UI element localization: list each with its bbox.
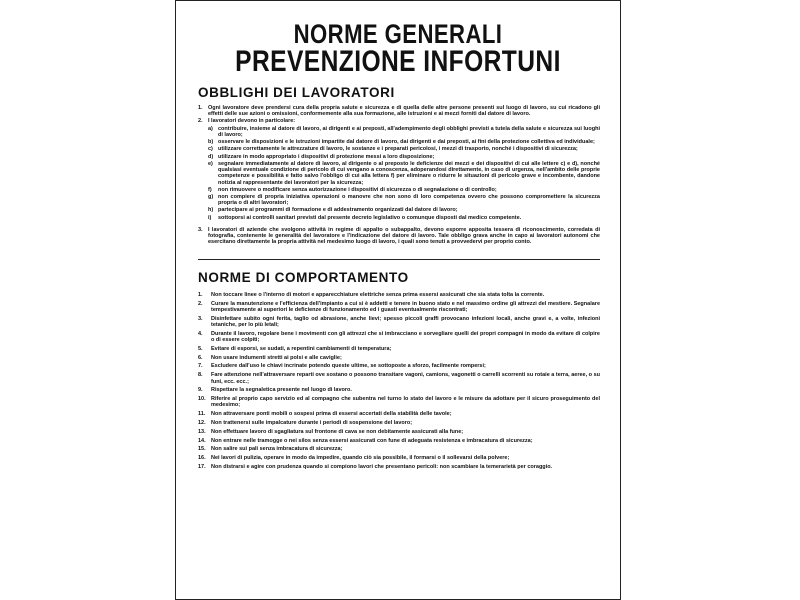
list-item bbox=[198, 355, 600, 361]
list-item bbox=[198, 396, 600, 409]
item-text: Curare la manutenzione e l'efficienza dell'impianto a cui si è addetti e tenere in buono stato e nel massimo ordine gli attrezzi del mestiere. Segnalare tempestivamente ai superiori le deficienze di funzionamento ed i guasti eventualmente riscontrati; bbox=[211, 300, 600, 313]
sub-item-text: osservare le disposizioni e le istruzioni impartite dal datore di lavoro, dai dirigenti e dai preposti, ai fini della protezione collettiva ed individuale; bbox=[218, 139, 595, 146]
sub-list-item bbox=[208, 126, 600, 139]
item-text: Evitare di esporsi, se sudati, a repentini cambiamenti di temperatura; bbox=[211, 345, 392, 352]
item-text: Escludere dall'uso le chiavi incrinate potendo queste ultime, se sottoposte a sforzo, facilmente rompersi; bbox=[211, 363, 486, 370]
item-number: 17. bbox=[198, 463, 206, 470]
item-number: 2. bbox=[198, 118, 203, 125]
sub-item-letter: h) bbox=[208, 207, 214, 214]
list-item bbox=[198, 446, 600, 452]
poster-title-line2: PREVENZIONE INFORTUNI bbox=[235, 45, 561, 78]
item-text: I lavoratori di aziende che svolgono attività in regime di appalto o subappalto, devono esporre apposita tessera di riconoscimento, corredata di fotografia, contenente le generalità del lavoratore e l'indicazione del datore di lavoro. Tale obbligo grava anche in capo ai lavoratori autonomi che esercitano direttamente la propria attività nel medesimo luogo di lavoro, i quali sono tenuti a provvedervi per proprio conto. bbox=[208, 226, 600, 246]
list-item bbox=[198, 420, 600, 426]
sub-list-item bbox=[208, 215, 600, 221]
list-item bbox=[198, 363, 600, 369]
sub-list-item bbox=[208, 139, 600, 145]
sub-list-item bbox=[208, 146, 600, 152]
item-number: 13. bbox=[198, 428, 206, 435]
item-text: Non toccare linee o l'interno di motori e apparecchiature elettriche senza prima essersi assicurati che sia stata tolta la corrente. bbox=[211, 291, 545, 298]
section-obblighi-body bbox=[198, 105, 600, 246]
sub-item-text: contribuire, insieme al datore di lavoro, ai dirigenti e ai preposti, all'adempimento degli obblighi previsti a tutela della salute e sicurezza sui luoghi di lavoro; bbox=[218, 125, 600, 138]
sub-item-text: utilizzare in modo appropriato i dispositivi di protezione messi a loro disposizione; bbox=[218, 153, 435, 160]
item-text: Disinfettare subito ogni ferita, taglio od abrasione, anche lievi; spesso piccoli graffi provocano infezioni locali, anche gravi e, a volte, infezioni tetaniche, per lo più letali; bbox=[211, 315, 600, 328]
sub-item-text: non compiere di propria iniziativa operazioni o manovre che non sono di loro competenza ovvero che possono compromettere la sicurezza propria o di altri lavoratori; bbox=[218, 193, 600, 207]
sub-item-letter: c) bbox=[208, 146, 213, 153]
sub-list bbox=[198, 126, 600, 221]
sub-item-letter: g) bbox=[208, 193, 214, 200]
list-item bbox=[198, 411, 600, 417]
list-item bbox=[198, 227, 600, 246]
item-number: 1. bbox=[198, 105, 203, 111]
item-text: Durante il lavoro, regolare bene i movimenti con gli attrezzi che si imbracciano e sorvegliare quelli dei propri compagni in modo da evitare di colpire o di essere colpiti; bbox=[211, 330, 600, 344]
list-item bbox=[198, 464, 600, 470]
item-text: Non entrare nelle tramogge o nei silos senza essersi assicurati con fune di adeguata resistenza e imbracatura di sicurezza; bbox=[211, 437, 533, 444]
poster-title-line1: NORME GENERALI bbox=[293, 19, 503, 49]
sub-item-letter: i) bbox=[208, 214, 212, 221]
list-item bbox=[198, 292, 600, 298]
item-text: Non effettuare lavoro di sgagliatura sul frontone di cava se non debitamente assicurati alla fune; bbox=[211, 428, 464, 435]
item-text: Rispettare la segnaletica presente nel luogo di lavoro. bbox=[211, 387, 352, 394]
safety-poster bbox=[175, 0, 621, 600]
item-text: I lavoratori devono in particolare: bbox=[208, 118, 296, 125]
sub-item-letter: e) bbox=[208, 160, 213, 167]
item-number: 3. bbox=[198, 315, 203, 322]
sub-item-letter: a) bbox=[208, 125, 213, 132]
list-item bbox=[198, 346, 600, 352]
item-number: 14. bbox=[198, 437, 206, 444]
item-number: 12. bbox=[198, 419, 206, 426]
item-number: 4. bbox=[198, 330, 203, 337]
item-number: 15. bbox=[198, 446, 206, 453]
sub-item-text: segnalare immediatamente al datore di lavoro, al dirigente o al preposto le deficienze dei mezzi e dei dispositivi di cui alle lettere c) e d), nonché qualsiasi eventuale condizione di pericolo di cui vengano a conoscenza, adoperandosi direttamente, in caso di urgenza, nell'ambito delle proprie competenze e possibilità e fatto salvo l'obbligo di cui alla lettera f) per eliminare o ridurre le situazioni di pericolo grave e incombente, dandone notizia al rappresentante dei lavoratori per la sicurezza; bbox=[218, 160, 600, 186]
section-norme-body bbox=[198, 292, 600, 471]
item-number: 11. bbox=[198, 411, 206, 418]
item-text: Non salire sui pali senza imbracatura di sicurezza; bbox=[211, 446, 343, 453]
item-text: Fare attenzione nell'attraversare reparti ove sostano o possono transitare vagoni, camions, vagonetti o carrelli scorrenti su rotaie a terra, aeree, o su funi, ecc. ecc.; bbox=[211, 372, 600, 385]
list-item bbox=[198, 429, 600, 435]
sub-list-item bbox=[208, 207, 600, 213]
section-heading-obblighi: OBBLIGHI DEI LAVORATORI bbox=[198, 85, 395, 100]
sub-item-letter: d) bbox=[208, 153, 214, 160]
sub-item-text: non rimuovere o modificare senza autorizzazione i dispositivi di sicurezza o di segnalazione o di controllo; bbox=[218, 186, 497, 193]
list-item bbox=[198, 372, 600, 385]
sub-list-item bbox=[208, 161, 600, 186]
item-number: 1. bbox=[198, 291, 203, 298]
list-item bbox=[198, 105, 600, 118]
sub-list-item bbox=[208, 194, 600, 207]
sub-list-item bbox=[208, 154, 600, 160]
item-number: 6. bbox=[198, 354, 203, 361]
item-text: Non usare indumenti stretti ai polsi e alle caviglie; bbox=[211, 354, 342, 361]
item-number: 7. bbox=[198, 363, 203, 370]
sub-item-text: utilizzare correttamente le attrezzature di lavoro, le sostanze e i preparati pericolosi, i mezzi di trasporto, nonché i dispositivi di sicurezza; bbox=[218, 146, 578, 153]
sub-list-item bbox=[208, 187, 600, 193]
item-number: 10. bbox=[198, 396, 206, 403]
list-item bbox=[198, 301, 600, 314]
list-item bbox=[198, 118, 600, 124]
item-number: 8. bbox=[198, 372, 203, 379]
item-text: Riferire al proprio capo servizio ed al compagno che subentra nel turno lo stato del lavoro e le misure da adottare per il sicuro proseguimento del medesimo; bbox=[211, 396, 600, 409]
list-item bbox=[198, 438, 600, 444]
item-text: Non trattenersi sulle impalcature durante i periodi di sospensione del lavoro; bbox=[211, 419, 413, 426]
item-number: 3. bbox=[198, 226, 203, 233]
item-text: Non attraversare ponti mobili o sospesi prima di essersi accertati della stabilità delle tavole; bbox=[211, 411, 452, 418]
sub-item-text: partecipare ai programmi di formazione e di addestramento organizzati dal datore di lavoro; bbox=[218, 207, 458, 214]
item-text: Ogni lavoratore deve prendersi cura della propria salute e sicurezza e di quella delle altre persone presenti sul luogo di lavoro, su cui ricadono gli effetti delle sue azioni o omissioni, conformemente alla sua formazione, alle istruzioni e ai mezzi forniti dal datore di lavoro. bbox=[208, 105, 600, 118]
list-item bbox=[198, 387, 600, 393]
sub-item-letter: b) bbox=[208, 139, 214, 146]
item-number: 9. bbox=[198, 387, 203, 394]
list-item bbox=[198, 455, 600, 461]
sub-item-letter: f) bbox=[208, 186, 212, 193]
item-number: 16. bbox=[198, 455, 206, 462]
list-item bbox=[198, 331, 600, 344]
item-number: 2. bbox=[198, 300, 203, 307]
section-heading-norme: NORME DI COMPORTAMENTO bbox=[198, 269, 409, 285]
item-text: Non distrarsi e agire con prudenza quando si compiono lavori che presentano pericoli: non scambiare la temerarietà per coraggio. bbox=[211, 463, 553, 470]
list-item bbox=[198, 316, 600, 329]
item-number: 5. bbox=[198, 345, 203, 352]
sub-item-text: sottoporsi ai controlli sanitari previsti dal presente decreto legislativo o comunque disposti dal medico competente. bbox=[218, 214, 522, 221]
item-text: Nei lavori di pulizia, operare in modo da impedire, quando ciò sia possibile, il formarsi o il sollevarsi della polvere; bbox=[211, 455, 510, 462]
section-divider bbox=[198, 259, 600, 260]
